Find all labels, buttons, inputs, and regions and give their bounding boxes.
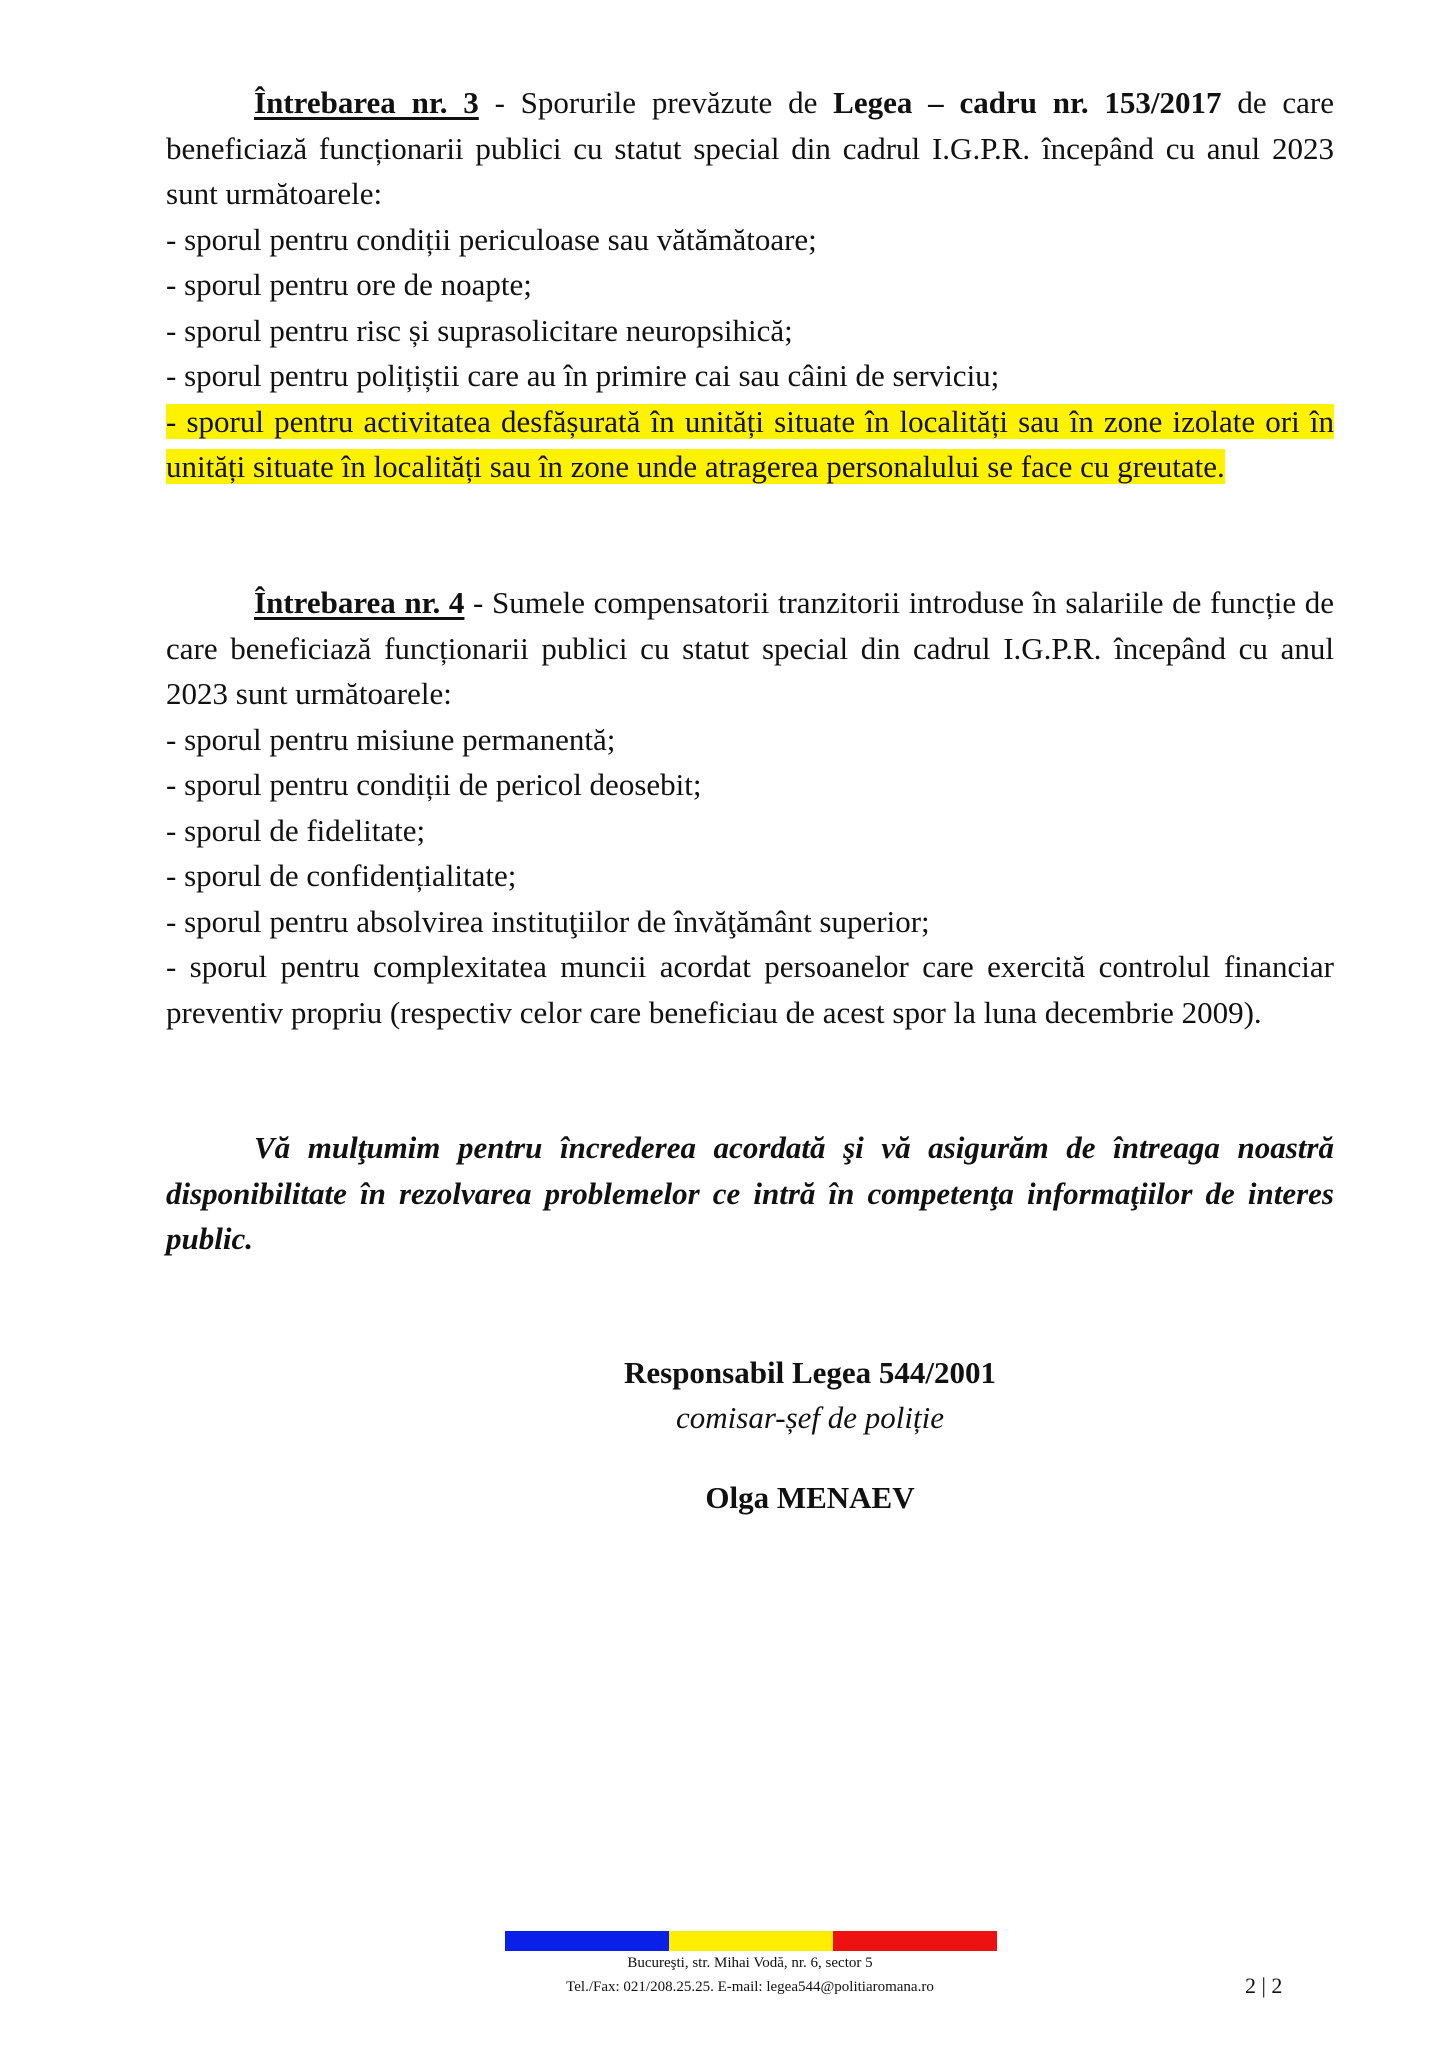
- list-item: - sporul pentru risc și suprasolicitare neuropsihică;: [166, 312, 793, 348]
- question-3-paragraph: Întrebarea nr. 3 - Sporurile prevăzute de Legea – cadru nr. 153/2017 de care beneficiază funcționarii publici cu statut special din cadrul I.G.P.R. începând cu anul 2023 sunt următoarele:: [166, 85, 1334, 211]
- signature-rank: comisar-șef de poliție: [676, 1400, 944, 1435]
- flag-stripe-red: [833, 1931, 997, 1951]
- list-item: - sporul pentru misiune permanentă;: [166, 721, 616, 757]
- flag-stripe-blue: [505, 1931, 669, 1951]
- question-4-paragraph: Întrebarea nr. 4 - Sumele compensatorii tranzitorii introduse în salariile de funcție de care beneficiază funcționarii publici cu statut special din cadrul I.G.P.R. începând cu anul 2023 sunt următoarele:: [166, 585, 1334, 711]
- list-item: - sporul pentru condiții periculoase sau vătămătoare;: [166, 221, 817, 257]
- footer-address: Bucureşti, str. Mihai Vodă, nr. 6, sector 5: [627, 1955, 873, 1971]
- list-item: - sporul pentru polițiștii care au în primire cai sau câini de serviciu;: [166, 358, 1000, 393]
- list-item: - sporul de confidențialitate;: [166, 858, 517, 893]
- list-item: - sporul pentru absolvirea instituţiilor de învăţământ superior;: [166, 903, 930, 939]
- closing-section: [166, 1125, 1334, 1262]
- footer-contact: Tel./Fax: 021/208.25.25. E-mail: legea544@politiaromana.ro: [566, 1979, 934, 1995]
- list-item: - sporul pentru ore de noapte;: [166, 267, 532, 302]
- question-3-section: [166, 80, 1334, 490]
- law-reference: Legea – cadru nr. 153/2017: [833, 85, 1222, 120]
- signature-name: Olga MENAEV: [705, 1480, 915, 1515]
- list-item: - sporul de fidelitate;: [166, 812, 426, 848]
- question-4-label: Întrebarea nr. 4: [254, 585, 465, 620]
- question-3-label: Întrebarea nr. 3: [254, 85, 479, 120]
- signature-role: Responsabil Legea 544/2001: [623, 1355, 997, 1390]
- highlighted-list-item: - sporul pentru activitatea desfășurată în unități situate în localități sau în zone izolate ori în unități situate în localități sau în zone unde atragerea personalului se face cu greutate.: [166, 403, 1334, 484]
- flag-bar: [505, 1931, 997, 1951]
- list-item: - sporul pentru complexitatea muncii acordat persoanelor care exercită controlul financiar preventiv propriu (respectiv celor care beneficiau de acest spor la luna decembrie 2009).: [166, 949, 1334, 1030]
- list-item: - sporul pentru condiții de pericol deosebit;: [166, 767, 702, 802]
- closing-paragraph: Vă mulţumim pentru încrederea acordată şi vă asigurăm de întreaga noastră disponibilitate în rezolvarea problemelor ce intră în competenţa informaţiilor de interes public.: [166, 1130, 1334, 1256]
- question-4-section: [166, 580, 1334, 1035]
- flag-stripe-yellow: [669, 1931, 833, 1951]
- page-number: 2 | 2: [1245, 1973, 1283, 1998]
